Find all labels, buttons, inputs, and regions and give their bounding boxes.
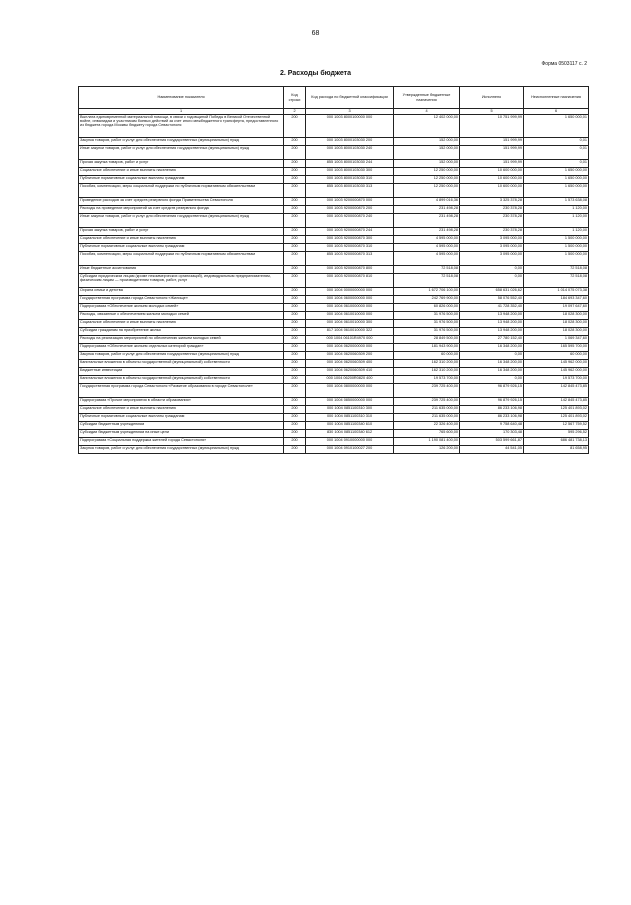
row-line-code: 200 [284,176,306,184]
row-executed: 10 600 000,00 [460,184,524,198]
row-classification-code: 000 1004 0610010000 300 [306,320,394,328]
row-line-code: 200 [284,422,306,430]
row-approved: 1 672 706 100,00 [394,288,460,296]
row-name: Пособия, компенсации, меры социальной поддержки по публичным нормативным обязательствам [79,184,284,198]
row-name: Проведение расходов за счет средств резервного фонда Правительства Севастополя [79,198,284,206]
row-approved: 31 976 500,00 [394,328,460,336]
header-executed: Исполнено [460,87,524,109]
row-classification-code: 000 1003 9200000870 244 [306,228,394,236]
table-row [79,274,589,288]
table-row [79,344,589,352]
row-approved: 4 595 000,00 [394,244,460,252]
row-unexecuted: 72 518,08 [524,266,589,274]
row-unexecuted: 60 000,00 [524,352,589,360]
table-row [79,384,589,398]
row-line-code: 200 [284,138,306,146]
row-name: Прочая закупка товаров, работ и услуг [79,160,284,168]
row-line-code: 200 [284,244,306,252]
header-approved: Утвержденные бюджетные назначения [394,87,460,109]
row-approved: 231 498,28 [394,206,460,214]
row-classification-code: 000 1004 0851100310 300 [306,406,394,414]
row-unexecuted: 1 500 000,00 [524,236,589,244]
row-name: Социальное обеспечение и иные выплаты населению [79,168,284,176]
row-approved: 231 498,28 [394,228,460,236]
row-name: Иные закупки товаров, работ и услуг для обеспечения государственных (муниципальных) нужд [79,146,284,160]
row-name: Закупка товаров, работ и услуг для обеспечения государственных (муниципальных) нужд [79,138,284,146]
row-name: Прочая закупка товаров, работ и услуг [79,228,284,236]
table-row [79,446,589,454]
row-name: Социальное обеспечение и иные выплаты населению [79,320,284,328]
row-classification-code: 000 1003 9200000870 310 [306,244,394,252]
row-approved: 12 250 000,00 [394,176,460,184]
row-unexecuted: 1 573 638,08 [524,198,589,206]
row-approved: 12 250 000,00 [394,168,460,176]
row-executed: 13 948 200,00 [460,328,524,336]
expenditure-table-container [78,86,588,454]
row-classification-code: 000 1004 0610000000 000 [306,304,394,312]
row-name: Социальное обеспечение и иные выплаты населению [79,406,284,414]
row-executed: 151 999,99 [460,160,524,168]
row-name: Государственная программа города Севастополя «Развитие образования в городе Севастополе» [79,384,284,398]
row-line-code: 200 [284,236,306,244]
row-line-code: 200 [284,160,306,168]
row-approved: 152 000,00 [394,160,460,168]
row-line-code: 200 [284,360,306,368]
page-number: 68 [311,30,320,37]
row-name: Подпрограмма «Социальная поддержка жителей города Севастополя» [79,438,284,446]
row-line-code: 200 [284,115,306,138]
row-unexecuted: 18 028 300,00 [524,320,589,328]
row-classification-code: 000 1004 0800000000 000 [306,384,394,398]
row-approved: 60 826 000,00 [394,304,460,312]
row-unexecuted: 1 500 000,00 [524,252,589,266]
row-approved: 239 725 400,00 [394,398,460,406]
row-executed: 151 999,99 [460,138,524,146]
row-approved: 4 595 000,00 [394,252,460,266]
row-line-code: 200 [284,274,306,288]
row-name: Субсидии юридическим лицам (кроме некоммерческих организаций), индивидуальным предпринимателям, физическим лицам — производителям товаров, работ, услуг [79,274,284,288]
row-executed: 86 233 106,98 [460,406,524,414]
row-line-code: 200 [284,320,306,328]
row-unexecuted: 19 097 647,60 [524,304,589,312]
row-name: Подпрограмма «Обеспечение жильем молодых семей» [79,304,284,312]
row-unexecuted: 19 573 700,00 [524,376,589,384]
expenditure-table [78,86,589,454]
row-classification-code: 000 1003 8000103030 240 [306,146,394,160]
row-approved: 22 326 400,00 [394,422,460,430]
row-name: Подпрограмма «Обеспечение жильем отдельных категорий граждан» [79,344,284,352]
row-classification-code: 000 1003 8000103030 310 [306,176,394,184]
row-unexecuted: 0,01 [524,146,589,160]
row-classification-code: 855 1003 8000103030 313 [306,184,394,198]
row-name: Субсидии бюджетным учреждениям на иные цели [79,430,284,438]
row-classification-code: 000 1004 06101R4970 000 [306,336,394,344]
row-name: Бюджетные инвестиции [79,368,284,376]
row-unexecuted: 18 028 300,00 [524,312,589,320]
row-line-code: 200 [284,184,306,198]
column-number: 2 [284,109,306,115]
row-unexecuted: 1 069 347,60 [524,336,589,344]
row-line-code: 200 [284,266,306,274]
row-line-code: 200 [284,398,306,406]
row-approved: 152 000,00 [394,146,460,160]
row-unexecuted: 1 650 000,00 [524,168,589,176]
table-row [79,304,589,312]
row-classification-code: 000 1003 8000100000 000 [306,115,394,138]
row-classification-code: 000 1003 9200000870 240 [306,214,394,228]
row-classification-code: 000 1004 0610010000 000 [306,312,394,320]
row-approved: 72 518,08 [394,266,460,274]
table-row [79,115,589,138]
row-line-code: 200 [284,446,306,454]
row-name: Субсидии бюджетным учреждениям [79,422,284,430]
row-line-code: 200 [284,288,306,296]
row-classification-code: 855 1003 9200000870 313 [306,252,394,266]
table-row [79,368,589,376]
row-unexecuted: 145 962 000,00 [524,368,589,376]
table-row [79,198,589,206]
row-unexecuted: 1 650 000,00 [524,184,589,198]
row-unexecuted: 81 658,95 [524,446,589,454]
row-name: Пособия, компенсации, меры социальной поддержки по публичным нормативным обязательствам [79,252,284,266]
row-classification-code: 855 1003 8000103030 244 [306,160,394,168]
row-approved: 4 899 016,36 [394,198,460,206]
row-executed: 10 600 000,00 [460,176,524,184]
row-classification-code: 000 1003 9200000870 000 [306,198,394,206]
row-line-code: 200 [284,384,306,398]
row-classification-code: 000 1003 9200000870 800 [306,266,394,274]
table-row [79,176,589,184]
row-classification-code: 000 1003 9200000870 810 [306,274,394,288]
row-name: Субсидии гражданам на приобретение жилья [79,328,284,336]
row-executed: 0,00 [460,266,524,274]
row-classification-code: 000 1003 9200000870 200 [306,206,394,214]
row-executed: 170 303,48 [460,430,524,438]
row-name: Публичные нормативные социальные выплаты гражданам [79,244,284,252]
row-line-code: 200 [284,252,306,266]
row-name: Капитальные вложения в объекты государственной (муниципальной) собственности [79,360,284,368]
table-row [79,406,589,414]
row-executed: 0,00 [460,376,524,384]
table-row [79,228,589,236]
row-name: Расходы на реализацию мероприятий по обеспечению жильем молодых семей [79,336,284,344]
row-executed: 13 948 200,00 [460,312,524,320]
row-approved: 242 769 900,00 [394,296,460,304]
row-line-code: 200 [284,438,306,446]
row-line-code: 200 [284,376,306,384]
row-approved: 12 402 000,00 [394,115,460,138]
row-unexecuted: 125 401 893,02 [524,414,589,422]
row-classification-code: 000 1003 8000103030 200 [306,138,394,146]
table-row [79,360,589,368]
row-line-code: 200 [284,336,306,344]
row-unexecuted: 18 028 300,00 [524,328,589,336]
row-unexecuted: 0,01 [524,160,589,168]
row-executed: 96 879 926,15 [460,398,524,406]
row-executed: 3 325 378,28 [460,198,524,206]
row-executed: 230 378,28 [460,214,524,228]
table-header-row [79,87,589,109]
table-row [79,252,589,266]
table-row [79,296,589,304]
header-indicator-name: Наименование показателя [79,87,284,109]
row-unexecuted: 1 120,00 [524,214,589,228]
row-name: Закупка товаров, работ и услуг для обеспечения государственных (муниципальных) нужд [79,352,284,360]
table-row [79,146,589,160]
row-name: Иные закупки товаров, работ и услуг для обеспечения государственных (муниципальных) нужд [79,214,284,228]
row-classification-code: 000 1004 0620000000 000 [306,344,394,352]
row-executed: 16 348 200,00 [460,344,524,352]
header-line-code: Код строки [284,87,306,109]
row-approved: 211 635 000,00 [394,414,460,422]
row-line-code: 200 [284,328,306,336]
section-title: 2. Расходы бюджета [280,70,351,77]
row-approved: 181 943 900,00 [394,344,460,352]
row-executed: 3 095 000,00 [460,244,524,252]
row-line-code: 200 [284,406,306,414]
table-row [79,430,589,438]
row-line-code: 200 [284,430,306,438]
table-row [79,352,589,360]
table-row [79,266,589,274]
row-unexecuted: 1 650 000,00 [524,176,589,184]
row-approved: 152 000,00 [394,138,460,146]
row-approved: 162 310 200,00 [394,360,460,368]
row-name: Социальное обеспечение и иные выплаты населению [79,236,284,244]
row-executed: 16 348 200,00 [460,368,524,376]
row-unexecuted: 12 567 759,52 [524,422,589,430]
row-name: Публичные нормативные социальные выплаты гражданам [79,414,284,422]
row-name: Публичные нормативные социальные выплаты гражданам [79,176,284,184]
row-line-code: 200 [284,146,306,160]
row-classification-code: 000 1004 0620060309 200 [306,352,394,360]
row-approved: 231 498,28 [394,214,460,228]
row-classification-code: 000 1004 0910100027 200 [306,446,394,454]
row-approved: 126 200,00 [394,446,460,454]
row-approved: 765 600,00 [394,430,460,438]
row-name: Охрана семьи и детства [79,288,284,296]
column-number: 3 [306,109,394,115]
row-classification-code: 000 1004 0600000000 000 [306,296,394,304]
row-executed: 658 631 026,62 [460,288,524,296]
row-classification-code: 000 1004 06200R0820 400 [306,376,394,384]
row-approved: 12 250 000,00 [394,184,460,198]
row-executed: 96 879 926,15 [460,384,524,398]
row-name: Государственная программа города Севастополя «Жилище» [79,296,284,304]
row-line-code: 200 [284,296,306,304]
row-approved: 72 518,08 [394,274,460,288]
row-line-code: 200 [284,168,306,176]
row-approved: 4 595 000,00 [394,236,460,244]
row-unexecuted: 686 481 738,13 [524,438,589,446]
row-unexecuted: 1 650 000,01 [524,115,589,138]
row-classification-code: 000 1004 0851100310 310 [306,414,394,422]
table-row [79,422,589,430]
row-executed: 9 758 640,48 [460,422,524,430]
row-name: Расходы, связанные с обеспечением жильем молодых семей [79,312,284,320]
row-unexecuted: 142 845 473,85 [524,384,589,398]
row-executed: 13 948 200,00 [460,320,524,328]
row-name: Выплата единовременной материальной помощи, в связи с годовщиной Победы в Великой Отечественной войне, инвалидам и участникам боевых действий за счет иного межбюджетного трансферта, предоставленного из бюджета города Москвы бюджету города Севастополя [79,115,284,138]
row-approved: 1 190 081 400,00 [394,438,460,446]
row-classification-code: 000 1003 9200000870 300 [306,236,394,244]
row-classification-code: 000 1004 0620060309 400 [306,360,394,368]
table-row [79,414,589,422]
row-classification-code: 000 1003 8000103030 300 [306,168,394,176]
header-budget-classification: Код расхода по бюджетной классификации [306,87,394,109]
table-row [79,320,589,328]
row-executed: 10 600 000,00 [460,168,524,176]
row-approved: 31 976 500,00 [394,312,460,320]
row-executed: 27 780 152,40 [460,336,524,344]
row-unexecuted: 142 845 473,85 [524,398,589,406]
table-row [79,214,589,228]
row-executed: 0,00 [460,352,524,360]
table-row [79,168,589,176]
row-unexecuted: 1 120,00 [524,206,589,214]
row-line-code: 200 [284,214,306,228]
row-executed: 3 095 000,00 [460,252,524,266]
row-classification-code: 000 1004 0850000000 000 [306,398,394,406]
table-row [79,138,589,146]
row-approved: 211 635 000,00 [394,406,460,414]
row-classification-code: 000 1004 0851100340 610 [306,422,394,430]
row-line-code: 200 [284,344,306,352]
row-unexecuted: 595 296,52 [524,430,589,438]
row-unexecuted: 1 014 075 073,38 [524,288,589,296]
row-classification-code: 000 1004 0620060309 410 [306,368,394,376]
column-number: 1 [79,109,284,115]
table-row [79,206,589,214]
row-classification-code: 830 1004 0851100340 612 [306,430,394,438]
row-line-code: 200 [284,312,306,320]
row-executed: 151 999,99 [460,146,524,160]
table-row [79,236,589,244]
row-unexecuted: 1 500 000,00 [524,244,589,252]
row-unexecuted: 72 518,08 [524,274,589,288]
row-line-code: 200 [284,198,306,206]
table-row [79,328,589,336]
row-unexecuted: 0,01 [524,138,589,146]
row-unexecuted: 1 120,00 [524,228,589,236]
table-row [79,244,589,252]
row-executed: 16 348 200,00 [460,360,524,368]
table-row [79,336,589,344]
row-approved: 28 849 500,00 [394,336,460,344]
column-number: 6 [524,109,589,115]
row-classification-code: 000 1004 0000000000 000 [306,288,394,296]
row-classification-code: 000 1004 0910000000 000 [306,438,394,446]
row-executed: 503 599 661,87 [460,438,524,446]
row-executed: 58 076 552,40 [460,296,524,304]
row-unexecuted: 165 595 700,00 [524,344,589,352]
table-row [79,438,589,446]
column-number: 5 [460,109,524,115]
table-row [79,312,589,320]
row-approved: 162 310 200,00 [394,368,460,376]
row-executed: 0,00 [460,274,524,288]
form-code: Форма 0503117 с. 2 [541,61,587,67]
row-approved: 19 573 700,00 [394,376,460,384]
table-row [79,288,589,296]
row-line-code: 200 [284,414,306,422]
row-executed: 41 728 352,40 [460,304,524,312]
row-executed: 86 233 106,98 [460,414,524,422]
row-unexecuted: 184 693 347,60 [524,296,589,304]
row-approved: 31 976 500,00 [394,320,460,328]
row-line-code: 200 [284,304,306,312]
row-line-code: 200 [284,368,306,376]
table-row [79,376,589,384]
row-executed: 3 095 000,00 [460,236,524,244]
table-row [79,184,589,198]
table-body [79,115,589,454]
row-unexecuted: 145 962 000,00 [524,360,589,368]
column-number: 4 [394,109,460,115]
row-classification-code: 817 1004 0610010000 322 [306,328,394,336]
row-name: Закупка товаров, работ и услуг для обеспечения государственных (муниципальных) нужд [79,446,284,454]
row-name: Расходы на проведение мероприятий за счет средств резервного фонда [79,206,284,214]
row-line-code: 200 [284,206,306,214]
row-name: Подпрограмма «Прочие мероприятия в области образования» [79,398,284,406]
row-name: Иные бюджетные ассигнования [79,266,284,274]
row-line-code: 200 [284,352,306,360]
row-executed: 230 378,28 [460,206,524,214]
row-executed: 44 541,05 [460,446,524,454]
row-approved: 239 725 400,00 [394,384,460,398]
table-row [79,160,589,168]
row-name: Капитальные вложения в объекты государственной (муниципальной) собственности [79,376,284,384]
table-row [79,398,589,406]
header-unexecuted: Неисполненные назначения [524,87,589,109]
row-approved: 60 000,00 [394,352,460,360]
row-executed: 10 751 999,99 [460,115,524,138]
row-line-code: 200 [284,228,306,236]
row-unexecuted: 125 401 893,02 [524,406,589,414]
row-executed: 230 378,28 [460,228,524,236]
